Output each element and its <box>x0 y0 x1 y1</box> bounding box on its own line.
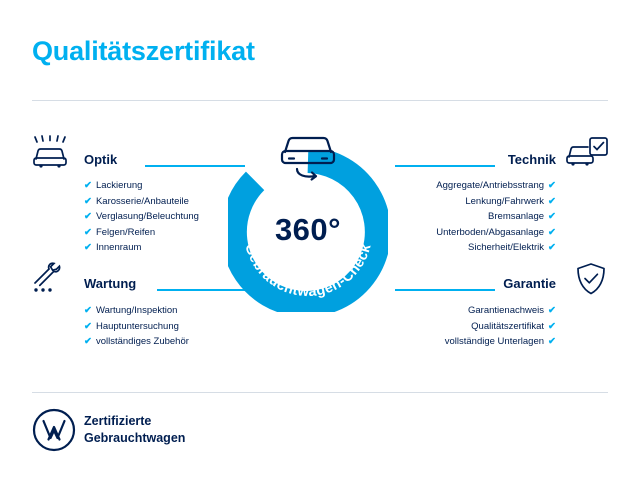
car-front-icon <box>275 128 341 184</box>
section-list-optik <box>84 178 199 256</box>
list-item-label: Qualitätszertifikat <box>471 320 545 332</box>
check-icon: ✔ <box>84 226 92 238</box>
check-icon: ✔ <box>548 320 556 332</box>
section-list-technik <box>436 178 556 256</box>
list-item-label: Innenraum <box>95 242 142 253</box>
check-icon: ✔ <box>84 336 92 347</box>
check-icon: ✔ <box>548 305 556 316</box>
list-item-label: Aggregate/Antriebsstrang <box>436 180 545 191</box>
list-item <box>84 334 189 350</box>
section-list-garantie <box>445 303 556 350</box>
list-item <box>445 334 556 350</box>
check-icon: ✔ <box>548 180 556 191</box>
section-heading-wartung: Wartung <box>84 276 137 291</box>
list-item-label: Hauptuntersuchung <box>95 320 179 332</box>
car-wash-icon <box>30 135 74 174</box>
section-rule-technik <box>395 165 495 167</box>
car-checklist-icon <box>566 136 610 175</box>
service-tool-icon <box>30 262 74 301</box>
list-item-label: Bremsanlage <box>488 211 545 222</box>
list-item <box>436 194 556 210</box>
footer-line-2: Gebrauchtwagen <box>84 431 186 445</box>
list-item-label: Sicherheit/Elektrik <box>468 242 545 253</box>
list-item <box>436 178 556 194</box>
list-item-label: Lenkung/Fahrwerk <box>465 195 545 207</box>
section-rule-garantie <box>395 289 495 291</box>
check-icon: ✔ <box>548 226 556 238</box>
shield-check-icon <box>574 262 608 301</box>
list-item-label: Wartung/Inspektion <box>95 305 178 316</box>
list-item <box>436 240 556 256</box>
list-item <box>84 209 199 225</box>
check-icon: ✔ <box>548 195 556 207</box>
page-title: Qualitätszertifikat <box>32 36 255 66</box>
list-item-label: vollständiges Zubehör <box>95 336 189 347</box>
list-item <box>445 319 556 335</box>
list-item-label: vollständige Unterlagen <box>444 336 545 347</box>
check-icon: ✔ <box>548 211 556 222</box>
list-item-label: Garantienachweis <box>467 305 545 316</box>
check-icon: ✔ <box>84 305 92 316</box>
list-item-label: Verglasung/Beleuchtung <box>95 211 199 222</box>
section-heading-garantie: Garantie <box>503 276 556 291</box>
list-item <box>436 209 556 225</box>
badge-360-check <box>228 152 388 312</box>
list-item <box>84 178 199 194</box>
list-item <box>84 225 199 241</box>
vw-logo <box>32 408 76 452</box>
check-icon: ✔ <box>84 242 92 253</box>
list-item-label: Karosserie/Anbauteile <box>95 195 189 207</box>
list-item-label: Felgen/Reifen <box>95 226 156 238</box>
check-icon: ✔ <box>548 242 556 253</box>
footer-text <box>84 413 185 447</box>
section-list-wartung <box>84 303 189 350</box>
header-divider <box>32 100 608 101</box>
badge-degrees: 360° <box>274 212 342 247</box>
section-heading-optik: Optik <box>84 152 118 167</box>
badge-arc-label: Gebrauchtwagen-Check <box>241 241 375 301</box>
list-item <box>84 240 199 256</box>
check-icon: ✔ <box>84 180 92 191</box>
check-icon: ✔ <box>548 336 556 347</box>
list-item <box>84 194 199 210</box>
section-heading-technik: Technik <box>507 152 556 167</box>
footer-line-1: Zertifizierte <box>84 414 152 428</box>
list-item <box>445 303 556 319</box>
list-item-label: Lackierung <box>95 180 143 191</box>
check-icon: ✔ <box>84 195 92 207</box>
list-item-label: Unterboden/Abgasanlage <box>436 226 545 238</box>
list-item <box>436 225 556 241</box>
list-item <box>84 319 189 335</box>
check-icon: ✔ <box>84 211 92 222</box>
list-item <box>84 303 189 319</box>
check-icon: ✔ <box>84 320 92 332</box>
footer-divider <box>32 392 608 393</box>
